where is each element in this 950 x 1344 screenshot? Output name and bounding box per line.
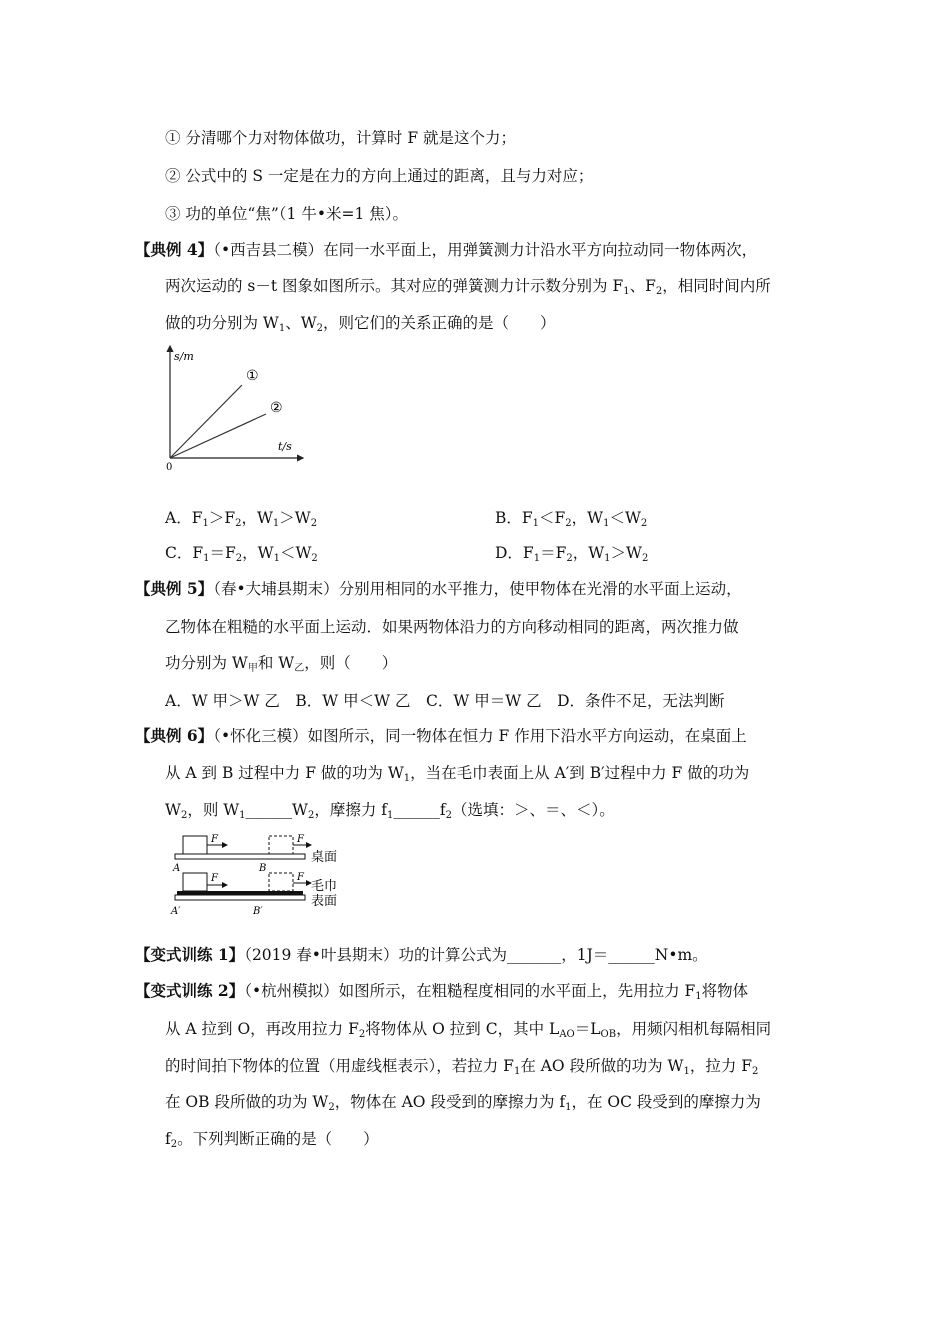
subscript: 2: [641, 553, 649, 564]
subscript: 1: [565, 1102, 572, 1113]
subscript: 2: [640, 518, 648, 529]
text: （•怀化三模）如图所示，同一物体在恒力 F 作用下沿水平方向运动，在桌面上: [213, 727, 747, 745]
subscript: 2: [328, 1102, 335, 1113]
text: （•杭州模拟）如图所示，在粗糙程度相同的水平面上，先用拉力 F: [244, 982, 696, 1000]
training-2-line-2: [165, 1018, 771, 1046]
text: 从 A 到 B 过程中力 F 做的功为 W: [165, 764, 404, 782]
text: 在 OB 段所做的功为 W: [165, 1093, 329, 1111]
example-5-line-2: 乙物体在粗糙的水平面上运动．如果两物体沿力的方向移动相同的距离，两次推力做: [165, 618, 739, 636]
subscript: 1: [695, 991, 702, 1002]
text: ，拉力 F: [689, 1057, 752, 1075]
force-label: F: [211, 873, 218, 884]
point-b-prime: B′: [253, 906, 263, 917]
force-label: F: [297, 872, 304, 883]
point-b: B: [259, 863, 267, 874]
subscript: 2: [310, 518, 318, 529]
text: 和 W: [257, 654, 295, 672]
subscript: 甲: [247, 663, 258, 674]
text: ＜F: [539, 509, 566, 527]
example-4-line-2: [165, 275, 771, 303]
training-2-line-3: [165, 1055, 758, 1083]
subscript: 2: [358, 1029, 366, 1040]
text: ，则 W: [187, 801, 240, 819]
subscript: 1: [239, 810, 246, 821]
text: （2019 春•叶县期末）功的计算公式为_______，1J＝______N•m。: [244, 946, 708, 964]
text: ，用频闪相机每隔相同: [616, 1020, 772, 1038]
text: C．F: [165, 544, 204, 562]
subscript: 1: [683, 1066, 690, 1077]
training-2-line-1: [135, 980, 748, 1008]
text: 将物体: [701, 982, 749, 1000]
option-a: [165, 507, 317, 535]
force-label: F: [211, 834, 218, 845]
option-d: [495, 542, 648, 570]
text: ，物体在 AO 段受到的摩擦力为 f: [334, 1093, 566, 1111]
text: ＞W: [279, 509, 311, 527]
text: ，当在毛巾表面上从 A′到 B′过程中力 F 做的功为: [410, 764, 750, 782]
subscript: 1: [202, 518, 209, 529]
origin-label: 0: [166, 462, 173, 473]
text: D．F: [495, 544, 534, 562]
subscript: 1: [387, 810, 394, 821]
subscript: 2: [180, 810, 188, 821]
text: ，W: [572, 544, 605, 562]
option-c: [165, 542, 318, 570]
example-5-line-1: [135, 578, 742, 600]
text: ，摩擦力 f: [314, 801, 388, 819]
text: ，则它们的关系正确的是（ ）: [323, 314, 556, 332]
note-2: ② 公式中的 S 一定是在力的方向上通过的距离，且与力对应；: [165, 167, 594, 185]
text: ，相同时间内所: [662, 277, 771, 295]
subscript: 2: [235, 518, 242, 529]
text: 做的功分别为 W: [165, 314, 279, 332]
text: B．F: [495, 509, 533, 527]
text: ______W: [245, 801, 308, 819]
text: 、F: [629, 277, 656, 295]
example-5-line-3: [165, 652, 397, 680]
text: ＞W: [610, 544, 642, 562]
example-5-options: A．W 甲＞W 乙 B．W 甲＜W 乙 C．W 甲＝W 乙 D．条件不足，无法判断: [165, 692, 725, 710]
example-5-tag: 【典例 5】: [135, 579, 214, 598]
subscript: 1: [532, 518, 540, 529]
desk-surface: [175, 854, 305, 859]
text: 功分别为 W: [165, 654, 248, 672]
subscript: 2: [565, 518, 572, 529]
subscript: 2: [311, 553, 318, 564]
training-2-line-5: [165, 1128, 379, 1156]
text: ，W: [241, 509, 273, 527]
towel-surface: [177, 891, 303, 895]
text: ＝F: [209, 544, 236, 562]
block-dashed: [269, 873, 293, 891]
text: W: [165, 801, 181, 819]
text: （•西吉县二模）在同一水平面上，用弹簧测力计沿水平方向拉动同一物体两次，: [213, 241, 758, 259]
example-6-line-1: [135, 725, 747, 747]
training-1: [135, 944, 708, 966]
subscript: 1: [272, 518, 280, 529]
note-3: ③ 功的单位“焦”（1 牛•米=1 焦）。: [165, 205, 408, 223]
line-1-label: ①: [246, 368, 259, 384]
subscript: 1: [403, 773, 411, 784]
towel-base: [175, 895, 305, 900]
example-6-tag: 【典例 6】: [135, 726, 214, 745]
block: [183, 873, 207, 891]
text: ＜W: [609, 509, 641, 527]
subscript: 2: [316, 323, 324, 334]
text: ，则（ ）: [304, 654, 398, 672]
text: 。下列判断正确的是（ ）: [177, 1130, 379, 1148]
subscript: 1: [278, 323, 286, 334]
s-t-graph: [160, 340, 310, 475]
subscript: 2: [655, 286, 663, 297]
text: ，W: [571, 509, 604, 527]
text: 、W: [285, 314, 317, 332]
subscript: 1: [603, 518, 610, 529]
training-2-line-4: [165, 1091, 761, 1119]
text: 从 A 拉到 O，再改用拉力 F: [165, 1020, 359, 1038]
subscript: 2: [307, 810, 315, 821]
text: （春•大埔县期末）分别用相同的水平推力，使甲物体在光滑的水平面上运动，: [213, 580, 742, 598]
example-4-tag: 【典例 4】: [135, 240, 214, 259]
subscript: 2: [752, 1066, 759, 1077]
subscript: 1: [623, 286, 630, 297]
force-label: F: [297, 834, 304, 845]
subscript: 2: [235, 553, 243, 564]
text: ，在 OC 段受到的摩擦力为: [571, 1093, 761, 1111]
text: 将物体从 O 拉到 C，其中 L: [365, 1020, 560, 1038]
text: ______f: [393, 801, 446, 819]
subscript: 1: [273, 553, 280, 564]
block-dashed: [269, 836, 293, 854]
towel-label-1: 毛巾: [311, 879, 338, 894]
option-b: [495, 507, 647, 535]
text: 的时间拍下物体的位置（用虚线框表示），若拉力 F: [165, 1057, 514, 1075]
subscript: 2: [445, 810, 453, 821]
block: [183, 836, 207, 854]
text: ＝F: [540, 544, 567, 562]
subscript: AO: [559, 1029, 575, 1040]
note-1: ① 分清哪个力对物体做功，计算时 F 就是这个力；: [165, 129, 517, 147]
subscript: 乙: [294, 663, 305, 674]
example-6-line-3: [165, 799, 615, 827]
example-4-line-3: [165, 312, 556, 340]
text: A．F: [165, 509, 203, 527]
subscript: 1: [533, 553, 541, 564]
desk-label: 桌面: [311, 850, 338, 865]
text: （选填：＞、＝、＜）。: [452, 801, 615, 819]
text: 在 AO 段所做的功为 W: [520, 1057, 684, 1075]
example-4-line-1: [135, 239, 757, 261]
line-2: [170, 414, 266, 458]
line-2-label: ②: [270, 400, 283, 416]
point-a: A: [173, 863, 181, 874]
text: ＞F: [208, 509, 236, 527]
point-a-prime: A′: [171, 906, 181, 917]
towel-label-2: 表面: [311, 894, 338, 909]
example-6-line-2: [165, 762, 749, 790]
subscript: 1: [203, 553, 210, 564]
subscript: 2: [170, 1139, 178, 1150]
y-axis-label: s/m: [174, 350, 194, 363]
subscript: 1: [604, 553, 611, 564]
text: ＜W: [279, 544, 312, 562]
x-axis-label: t/s: [278, 440, 292, 453]
text: 两次运动的 s－t 图象如图所示。其对应的弹簧测力计示数分别为 F: [165, 277, 624, 295]
training-2-tag: 【变式训练 2】: [135, 981, 245, 1000]
text: ＝L: [574, 1020, 601, 1038]
text: ，W: [242, 544, 274, 562]
force-diagram: [165, 830, 365, 920]
subscript: OB: [600, 1029, 617, 1040]
text: f: [165, 1130, 171, 1148]
training-1-tag: 【变式训练 1】: [135, 945, 245, 964]
subscript: 2: [566, 553, 573, 564]
subscript: 1: [513, 1066, 521, 1077]
line-1: [170, 385, 242, 458]
